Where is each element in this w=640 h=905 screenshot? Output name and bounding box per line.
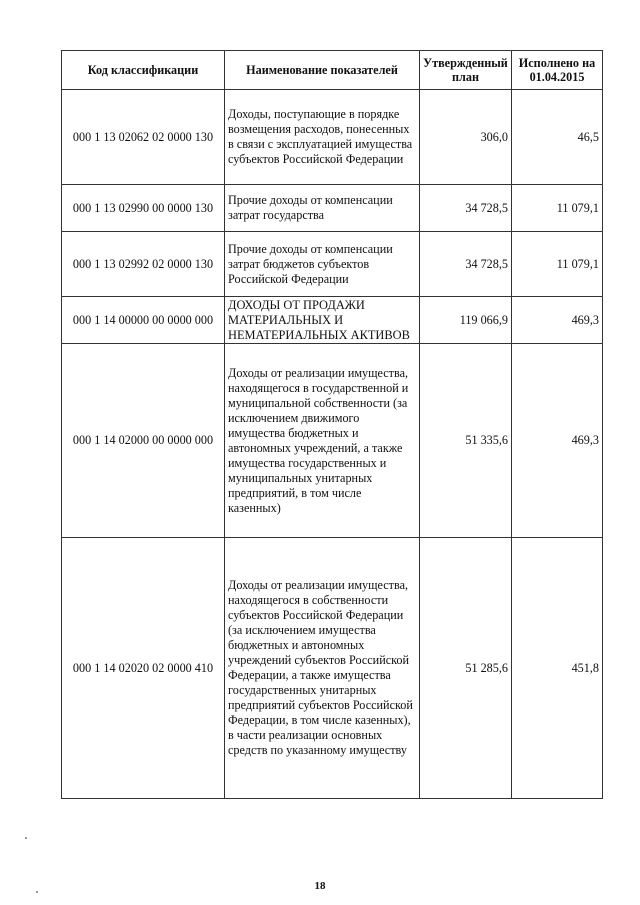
row-done: 11 079,1	[512, 232, 603, 297]
row-done: 469,3	[512, 297, 603, 344]
table-row	[62, 185, 603, 232]
page-number: 18	[314, 880, 326, 892]
row-name: ДОХОДЫ ОТ ПРОДАЖИ МАТЕРИАЛЬНЫХ И НЕМАТЕРИАЛЬНЫХ АКТИВОВ	[225, 297, 420, 344]
row-done: 469,3	[512, 344, 603, 538]
row-plan: 306,0	[420, 90, 512, 185]
row-name: Доходы, поступающие в порядке возмещения расходов, понесенных в связи с эксплуатацией имущества субъектов Российской Федерации	[225, 90, 420, 185]
table-row	[62, 344, 603, 538]
row-name: Доходы от реализации имущества, находящегося в государственной и муниципальной собственности (за исключением движимого имущества бюджетных и автономных учреждений, а также имущества государственных и муниципальных унитарных предприятий, в том числе казенных)	[225, 344, 420, 538]
row-code: 000 1 14 02020 02 0000 410	[62, 538, 225, 799]
budget-table	[61, 50, 603, 799]
header-name: Наименование показателей	[225, 51, 420, 90]
table-header-row	[62, 51, 603, 90]
row-plan: 34 728,5	[420, 185, 512, 232]
row-done: 46,5	[512, 90, 603, 185]
scan-speck	[25, 837, 27, 839]
row-code: 000 1 14 02000 00 0000 000	[62, 344, 225, 538]
row-name: Доходы от реализации имущества, находящегося в собственности субъектов Российской Федерации (за исключением имущества бюджетных и автономных учреждений субъектов Российской Федерации, а также имущества государственных унитарных предприятий субъектов Российской Федерации, в том числе казенных), в части реализации основных средств по указанному имуществу	[225, 538, 420, 799]
row-code: 000 1 13 02992 02 0000 130	[62, 232, 225, 297]
row-plan: 51 285,6	[420, 538, 512, 799]
row-done: 11 079,1	[512, 185, 603, 232]
header-done: Исполнено на 01.04.2015	[512, 51, 603, 90]
table-row	[62, 232, 603, 297]
header-code: Код классификации	[62, 51, 225, 90]
row-plan: 51 335,6	[420, 344, 512, 538]
table-row	[62, 90, 603, 185]
header-plan: Утвержденный план	[420, 51, 512, 90]
row-code: 000 1 13 02990 00 0000 130	[62, 185, 225, 232]
row-done: 451,8	[512, 538, 603, 799]
row-name: Прочие доходы от компенсации затрат государства	[225, 185, 420, 232]
row-name: Прочие доходы от компенсации затрат бюджетов субъектов Российской Федерации	[225, 232, 420, 297]
row-code: 000 1 13 02062 02 0000 130	[62, 90, 225, 185]
row-code: 000 1 14 00000 00 0000 000	[62, 297, 225, 344]
table-row	[62, 297, 603, 344]
row-plan: 119 066,9	[420, 297, 512, 344]
row-plan: 34 728,5	[420, 232, 512, 297]
table-row	[62, 538, 603, 799]
